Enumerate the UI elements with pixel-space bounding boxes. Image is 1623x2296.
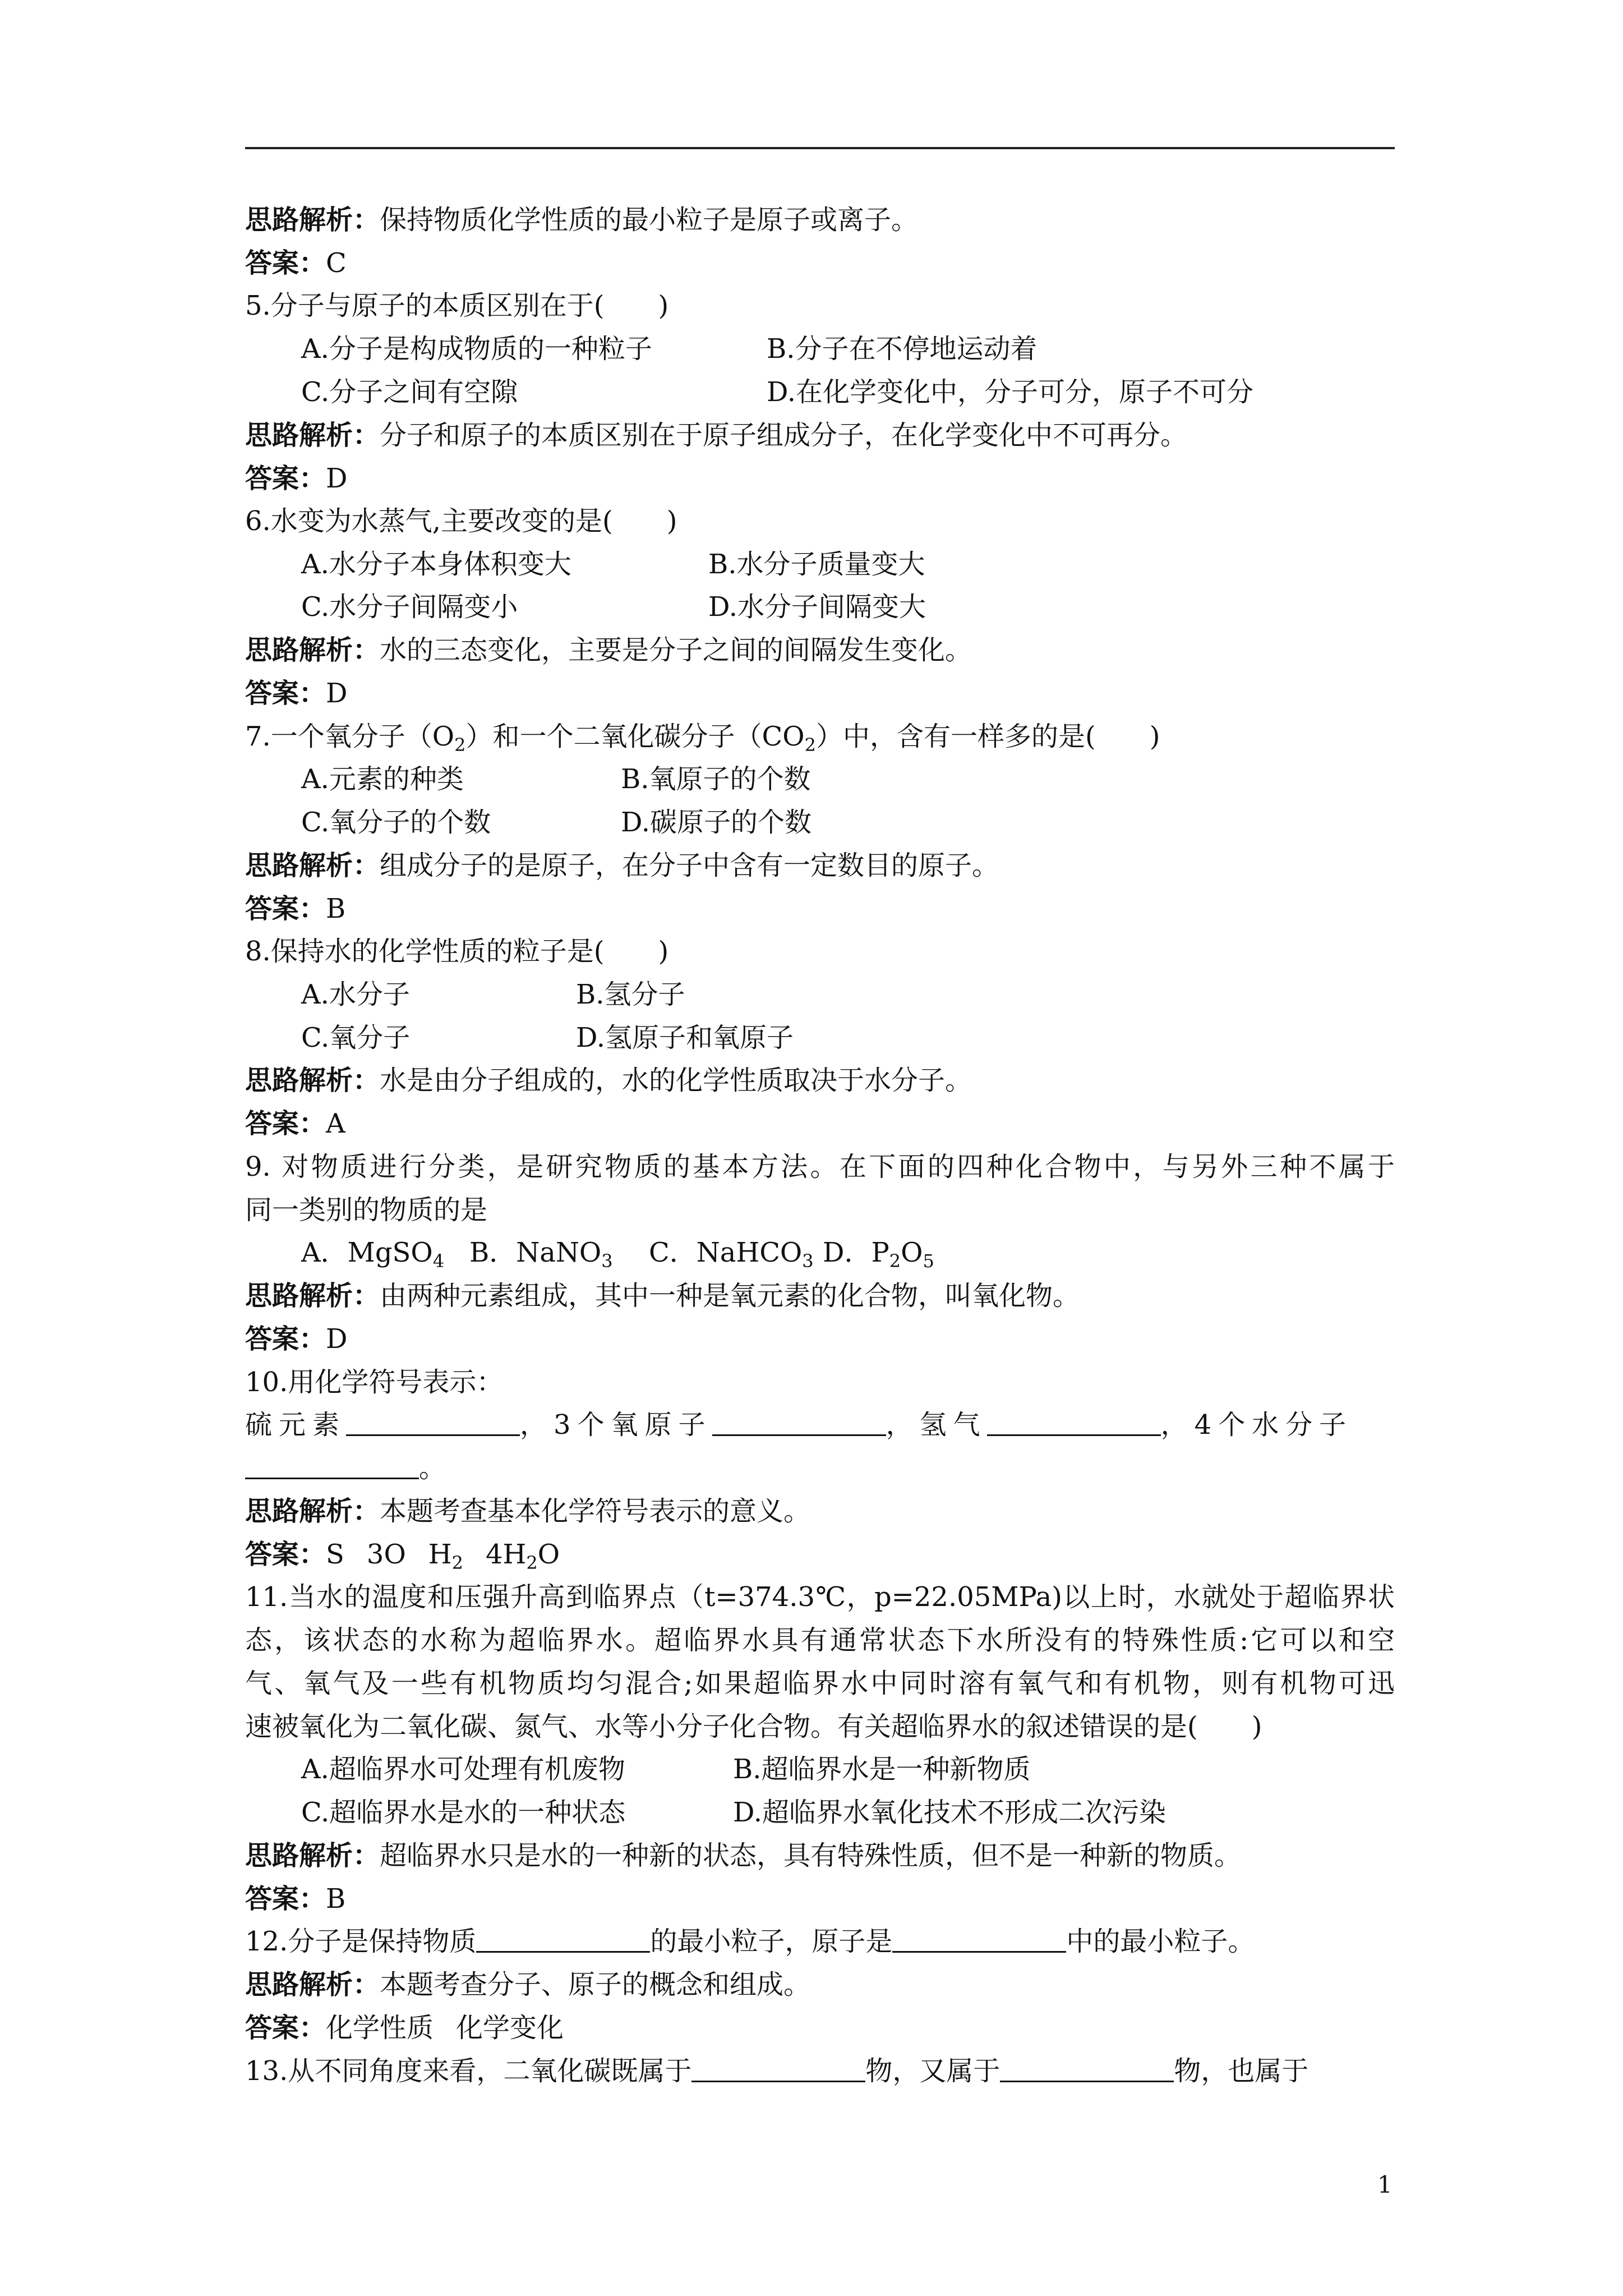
q11-option-d: D.超临界水氧化技术不形成二次污染 [733, 1797, 1166, 1828]
header-rule [245, 147, 1395, 149]
q9-stem-line1: 9. 对物质进行分类，是研究物质的基本方法。在下面的四种化合物中，与另外三种不属于 [245, 1151, 1395, 1182]
q12-analysis: 思路解析：本题考查分子、原子的概念和组成。 [245, 1969, 811, 2000]
q11-stem-line3: 气、氧气及一些有机物质均匀混合;如果超临界水中同时溶有氧气和有机物，则有机物可迅 [245, 1668, 1395, 1699]
q8-option-c: C.氧分子 [301, 1022, 411, 1053]
q6-options-cd [301, 589, 1451, 625]
q5-stem: 5.分子与原子的本质区别在于( ) [245, 290, 669, 321]
q6-option-d: D.水分子间隔变大 [708, 591, 926, 623]
q6-option-a: A.水分子本身体积变大 [301, 549, 571, 580]
q7-stem: 7.一个氧分子$(O_2)$和一个二氧化碳分子$(CO_2)$中，含有一样多的是( ) [245, 721, 1160, 756]
q12-answer: 答案：化学性质 化学变化 [245, 2012, 564, 2044]
q8-options-ab [301, 977, 1451, 1013]
q9-option-d: D．$P_2O_5$ [823, 1237, 934, 1272]
page-number: 1 [1377, 2171, 1393, 2198]
q4-analysis: 思路解析：保持物质化学性质的最小粒子是原子或离子。 [245, 204, 919, 236]
q9-stem-line2: 同一类别的物质的是 [245, 1194, 488, 1226]
q13-blank-2 [1000, 2058, 1174, 2082]
q12-blank-1 [476, 1929, 650, 1953]
q5-answer: 答案：D [245, 463, 348, 494]
q8-stem: 8.保持水的化学性质的粒子是( ) [245, 936, 669, 967]
q6-analysis: 思路解析：水的三态变化，主要是分子之间的间隔发生变化。 [245, 634, 972, 666]
q8-option-a: A.水分子 [301, 979, 410, 1010]
q8-analysis: 思路解析：水是由分子组成的，水的化学性质取决于水分子。 [245, 1065, 972, 1096]
q5-option-a: A.分子是构成物质的一种粒子 [301, 333, 652, 365]
q5-analysis: 思路解析：分子和原子的本质区别在于原子组成分子，在化学变化中不可再分。 [245, 420, 1188, 451]
q7-answer: 答案：B [245, 893, 346, 924]
q6-option-c: C.水分子间隔变小 [301, 591, 518, 623]
q12-stem: 12.分子是保持物质 的最小粒子，原子是 中的最小粒子。 [245, 1926, 1255, 1957]
q6-options-ab [301, 546, 1451, 582]
q7-options-cd [301, 804, 1451, 840]
q5-option-b: B.分子在不停地运动着 [767, 333, 1038, 365]
q10-blanks-line2: 。 [245, 1450, 1395, 1486]
q11-options-ab [301, 1751, 1451, 1787]
q7-analysis: 思路解析：组成分子的是原子，在分子中含有一定数目的原子。 [245, 850, 999, 881]
q10-stem: 10.用化学符号表示： [245, 1366, 504, 1398]
q5-option-c: C.分子之间有空隙 [301, 376, 518, 408]
q11-option-b: B.超临界水是一种新物质 [733, 1754, 1031, 1785]
q9-analysis: 思路解析：由两种元素组成，其中一种是氧元素的化合物，叫氧化物。 [245, 1280, 1080, 1312]
q11-stem-line2: 态，该状态的水称为超临界水。超临界水具有通常状态下水所没有的特殊性质:它可以和空 [245, 1625, 1395, 1656]
q11-option-a: A.超临界水可处理有机废物 [301, 1754, 625, 1785]
q7-option-b: B.氧原子的个数 [621, 763, 811, 795]
q11-option-c: C.超临界水是水的一种状态 [301, 1797, 626, 1828]
q10-blank-4 [245, 1455, 419, 1479]
q8-answer: 答案：A [245, 1108, 345, 1139]
q8-option-b: B.氢分子 [576, 979, 685, 1010]
q5-option-d: D.在化学变化中，分子可分，原子不可分 [767, 376, 1254, 408]
q9-option-b: B．NaNO$_3$ [469, 1237, 613, 1272]
q11-stem-line1: 11.当水的温度和压强升高到临界点（t=374.3℃，p=22.05MPa)以上时，水就处于超临界状 [245, 1581, 1395, 1613]
q7-options-ab [301, 761, 1451, 797]
q7-option-d: D.碳原子的个数 [621, 807, 812, 838]
q10-answer: 答案：S 3O $H_2$ $4H_2O$ [245, 1539, 560, 1573]
q9-answer: 答案：D [245, 1323, 348, 1355]
q11-answer: 答案：B [245, 1883, 346, 1915]
q6-stem: 6.水变为水蒸气,主要改变的是( ) [245, 505, 677, 537]
q7-option-c: C.氧分子的个数 [301, 807, 491, 838]
q5-options-ab [301, 331, 1451, 367]
q8-option-d: D.氢原子和氧原子 [576, 1022, 794, 1053]
q11-analysis: 思路解析：超临界水只是水的一种新的状态，具有特殊性质，但不是一种新的物质。 [245, 1840, 1242, 1871]
q10-analysis: 思路解析：本题考查基本化学符号表示的意义。 [245, 1496, 811, 1527]
q8-options-cd [301, 1020, 1451, 1056]
q12-blank-2 [892, 1929, 1066, 1953]
q10-blanks-line: 硫元素 ，3个氧原子 ，氢气 ，4个水分子 [245, 1409, 1353, 1441]
q9-option-c: C．NaHCO$_3$ [649, 1237, 814, 1272]
q4-answer: 答案：C [245, 247, 347, 279]
q10-blank-1 [346, 1412, 520, 1436]
q6-option-b: B.水分子质量变大 [708, 549, 925, 580]
q11-options-cd [301, 1795, 1451, 1830]
q5-options-cd [301, 374, 1451, 410]
q13-blank-1 [691, 2058, 865, 2082]
q6-answer: 答案：D [245, 678, 348, 709]
q13-stem: 13.从不同角度来看，二氧化碳既属于 物，又属于 物，也属于 [245, 2055, 1309, 2087]
q10-blank-2 [712, 1412, 886, 1436]
q10-blank-3 [987, 1412, 1161, 1436]
q11-stem-line4: 速被氧化为二氧化碳、氮气、水等小分子化合物。有关超临界水的叙述错误的是( ) [245, 1711, 1262, 1742]
q9-option-a: A．MgSO$_4$ [301, 1237, 445, 1272]
q9-options [301, 1235, 1451, 1271]
q7-option-a: A.元素的种类 [301, 763, 464, 795]
